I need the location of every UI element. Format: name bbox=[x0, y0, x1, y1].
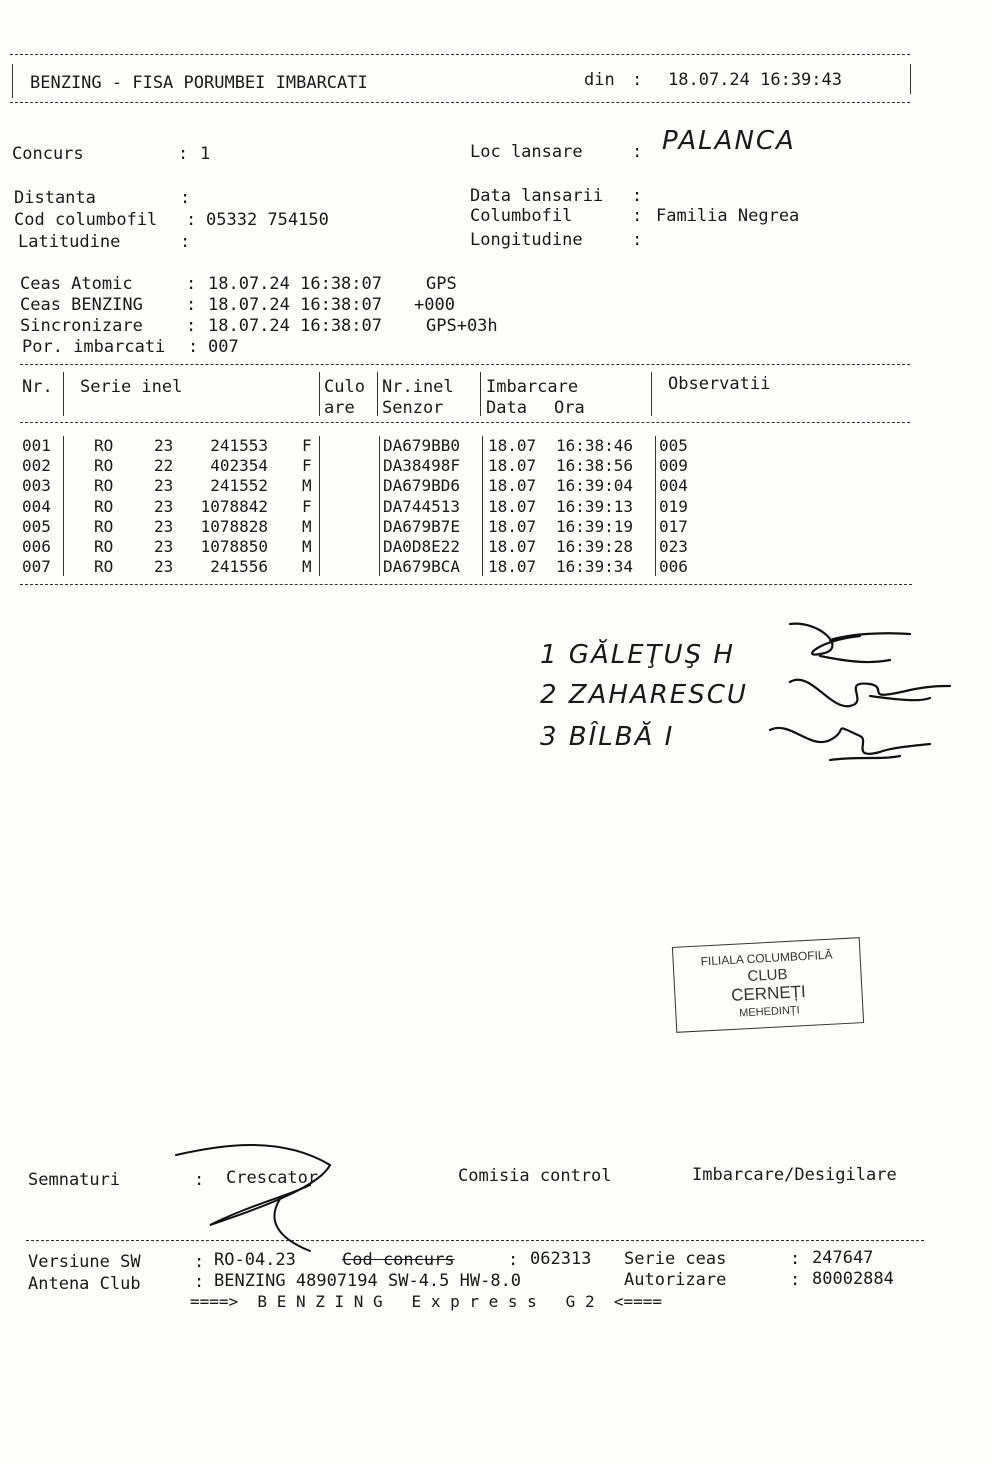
ceas-atomic-value: 18.07.24 16:38:07 bbox=[208, 274, 382, 294]
sincronizare-extra: GPS+03h bbox=[426, 316, 498, 336]
cod-columbofil-colon: : bbox=[186, 210, 197, 230]
cod-columbofil-value: 05332 754150 bbox=[206, 210, 329, 230]
row-year: 22 bbox=[154, 456, 174, 476]
table-row bbox=[0, 537, 992, 557]
din-value: 18.07.24 16:39:43 bbox=[668, 70, 842, 90]
row-date: 18.07 bbox=[488, 476, 537, 496]
row-nr: 003 bbox=[22, 476, 51, 496]
club-stamp bbox=[672, 937, 864, 1033]
row-date: 18.07 bbox=[488, 496, 537, 516]
versiune-sw-label: Versiune SW bbox=[28, 1252, 141, 1272]
latitudine-colon: : bbox=[180, 232, 191, 252]
row-obs: 023 bbox=[659, 537, 688, 556]
row-country: RO bbox=[94, 476, 114, 496]
handwritten-note-1: 1 GĂLEŢUŞ H bbox=[540, 640, 735, 670]
antena-club-value: BENZING 48907194 SW-4.5 HW-8.0 bbox=[214, 1271, 522, 1291]
por-imbarcati-value: 007 bbox=[208, 337, 239, 357]
data-lansarii-label: Data lansarii bbox=[470, 186, 604, 206]
row-nr: 002 bbox=[22, 456, 51, 476]
latitudine-label: Latitudine bbox=[18, 232, 121, 252]
header-right-border bbox=[910, 64, 911, 94]
row-time: 16:38:46 bbox=[556, 436, 634, 455]
autorizare-label: Autorizare bbox=[624, 1270, 727, 1290]
col-divider bbox=[377, 372, 378, 416]
row-ring: 1078842 bbox=[200, 496, 268, 516]
row-nr: 005 bbox=[22, 516, 51, 536]
stamp-line-4: MEHEDINȚI bbox=[738, 1004, 800, 1020]
row-sex: F bbox=[302, 456, 312, 476]
cod-concurs-value: 062313 bbox=[530, 1249, 592, 1269]
col-header-culoare-2: are bbox=[324, 398, 355, 418]
semnaturi-colon: : bbox=[194, 1170, 205, 1190]
benzing-express-banner: ====> B E N Z I N G E x p r e s s G 2 <==== bbox=[190, 1292, 663, 1311]
row-sensor: DA0D8E22 bbox=[383, 537, 461, 556]
handwritten-note-3: 3 BÎLBĂ I bbox=[540, 722, 675, 752]
row-sensor: DA679BB0 bbox=[383, 436, 461, 455]
cod-concurs-colon: : bbox=[508, 1250, 519, 1270]
col-divider bbox=[63, 372, 64, 416]
stamp-line-2: CLUB bbox=[747, 965, 788, 986]
longitudine-colon: : bbox=[632, 230, 643, 250]
table-bottom-rule bbox=[20, 584, 912, 585]
crescator-signature bbox=[170, 1135, 340, 1255]
ceas-benzing-value: 18.07.24 16:38:07 bbox=[208, 295, 382, 315]
row-country: RO bbox=[94, 516, 114, 536]
row-year: 23 bbox=[154, 436, 174, 455]
col-header-nrinel-1: Nr.inel bbox=[382, 377, 454, 397]
row-sex: M bbox=[302, 476, 312, 496]
ceas-atomic-colon: : bbox=[186, 274, 197, 294]
row-country: RO bbox=[94, 496, 114, 516]
row-time: 16:38:56 bbox=[556, 456, 634, 476]
row-ring: 241556 bbox=[210, 557, 268, 577]
col-divider bbox=[651, 372, 652, 416]
autorizare-colon: : bbox=[790, 1270, 801, 1290]
sincronizare-label: Sincronizare bbox=[20, 316, 143, 336]
autorizare-value: 80002884 bbox=[812, 1269, 894, 1289]
row-obs: 005 bbox=[659, 436, 688, 455]
table-row bbox=[0, 497, 992, 517]
col-header-data: Data bbox=[486, 398, 527, 418]
columbofil-label: Columbofil bbox=[470, 206, 573, 226]
sincronizare-colon: : bbox=[186, 316, 197, 336]
row-date: 18.07 bbox=[488, 516, 537, 536]
serie-ceas-colon: : bbox=[790, 1249, 801, 1269]
versiune-sw-value: RO-04.23 bbox=[214, 1250, 296, 1270]
imbarcare-desigilare-label: Imbarcare/Desigilare bbox=[692, 1165, 897, 1185]
row-time: 16:39:04 bbox=[556, 476, 634, 496]
row-ring: 402354 bbox=[210, 456, 268, 476]
row-ring: 1078850 bbox=[200, 537, 268, 556]
ceas-benzing-extra: +000 bbox=[414, 295, 455, 315]
row-sex: M bbox=[302, 516, 312, 536]
table-row bbox=[0, 557, 992, 577]
signature-3 bbox=[770, 728, 930, 760]
footer-top-rule bbox=[26, 1240, 924, 1241]
col-divider bbox=[319, 372, 320, 416]
row-country: RO bbox=[94, 456, 114, 476]
concurs-colon: : bbox=[178, 144, 189, 164]
row-year: 23 bbox=[154, 537, 174, 556]
col-header-serie: Serie inel bbox=[80, 377, 183, 397]
row-sex: F bbox=[302, 496, 312, 516]
document-title: BENZING - FISA PORUMBEI IMBARCATI bbox=[30, 73, 368, 93]
row-nr: 007 bbox=[22, 557, 51, 577]
handwritten-signatures bbox=[760, 610, 970, 780]
row-date: 18.07 bbox=[488, 537, 537, 556]
row-nr: 004 bbox=[22, 496, 51, 516]
table-row bbox=[0, 476, 992, 496]
header-bottom-rule bbox=[10, 102, 910, 103]
stamp-line-1: FILIALA COLUMBOFILĂ bbox=[700, 947, 833, 969]
row-obs: 004 bbox=[659, 476, 688, 496]
row-year: 23 bbox=[154, 557, 174, 577]
ceas-benzing-label: Ceas BENZING bbox=[20, 295, 143, 315]
col-header-nr: Nr. bbox=[22, 377, 53, 397]
sincronizare-value: 18.07.24 16:38:07 bbox=[208, 316, 382, 336]
columbofil-colon: : bbox=[632, 206, 643, 226]
row-nr: 006 bbox=[22, 537, 51, 556]
semnaturi-label: Semnaturi bbox=[28, 1170, 121, 1190]
row-date: 18.07 bbox=[488, 436, 537, 455]
row-country: RO bbox=[94, 436, 114, 455]
row-date: 18.07 bbox=[488, 557, 537, 577]
handwritten-note-2: 2 ZAHARESCU bbox=[540, 680, 748, 710]
data-lansarii-colon: : bbox=[632, 186, 643, 206]
por-imbarcati-label: Por. imbarcati bbox=[22, 337, 166, 357]
antena-club-colon: : bbox=[194, 1272, 205, 1292]
distanta-colon: : bbox=[180, 188, 191, 208]
row-year: 23 bbox=[154, 496, 174, 516]
loc-lansare-handwritten: PALANCA bbox=[662, 126, 796, 156]
concurs-label: Concurs bbox=[12, 144, 84, 164]
row-nr: 001 bbox=[22, 436, 51, 455]
stamp-line-3: CERNEȚI bbox=[730, 982, 807, 1005]
ceas-atomic-label: Ceas Atomic bbox=[20, 274, 133, 294]
comisia-control-label: Comisia control bbox=[458, 1166, 612, 1186]
row-country: RO bbox=[94, 557, 114, 577]
col-header-culoare-1: Culo bbox=[324, 377, 365, 397]
cod-concurs-label: Cod concurs bbox=[342, 1250, 455, 1270]
row-time: 16:39:34 bbox=[556, 557, 634, 577]
row-sensor: DA38498F bbox=[383, 456, 461, 476]
header-left-border bbox=[12, 64, 13, 98]
signature-2 bbox=[790, 680, 950, 707]
din-colon: : bbox=[632, 70, 643, 90]
row-sensor: DA679BD6 bbox=[383, 476, 461, 496]
row-ring: 241553 bbox=[210, 436, 268, 455]
antena-club-label: Antena Club bbox=[28, 1274, 141, 1294]
row-year: 23 bbox=[154, 476, 174, 496]
columbofil-value: Familia Negrea bbox=[656, 206, 800, 226]
serie-ceas-value: 247647 bbox=[812, 1248, 874, 1268]
por-imbarcati-colon: : bbox=[188, 337, 199, 357]
col-header-observatii: Observatii bbox=[668, 374, 771, 394]
col-divider bbox=[480, 372, 481, 416]
row-time: 16:39:28 bbox=[556, 537, 634, 556]
col-header-nrinel-2: Senzor bbox=[382, 398, 444, 418]
row-sensor: DA679BCA bbox=[383, 557, 461, 577]
table-header-rule bbox=[20, 422, 910, 423]
header-top-rule bbox=[10, 54, 910, 55]
row-sex: M bbox=[302, 557, 312, 577]
table-row bbox=[0, 436, 992, 456]
cod-columbofil-label: Cod columbofil bbox=[14, 210, 158, 230]
concurs-value: 1 bbox=[200, 144, 211, 164]
ceas-benzing-colon: : bbox=[186, 295, 197, 315]
row-time: 16:39:19 bbox=[556, 516, 634, 536]
row-country: RO bbox=[94, 537, 114, 556]
versiune-sw-colon: : bbox=[194, 1252, 205, 1272]
loc-lansare-colon: : bbox=[632, 142, 643, 162]
row-sex: F bbox=[302, 436, 312, 455]
row-sensor: DA679B7E bbox=[383, 516, 461, 536]
crescator-label: Crescator bbox=[226, 1168, 319, 1188]
distanta-label: Distanta bbox=[14, 188, 96, 208]
row-sensor: DA744513 bbox=[383, 496, 461, 516]
row-date: 18.07 bbox=[488, 456, 537, 476]
col-header-ora: Ora bbox=[554, 398, 585, 418]
row-obs: 009 bbox=[659, 456, 688, 476]
crescator-signature-stroke bbox=[176, 1145, 330, 1251]
col-header-imbarcare: Imbarcare bbox=[486, 377, 579, 397]
longitudine-label: Longitudine bbox=[470, 230, 583, 250]
row-sex: M bbox=[302, 537, 312, 556]
row-ring: 1078828 bbox=[200, 516, 268, 536]
row-ring: 241552 bbox=[210, 476, 268, 496]
signature-1 bbox=[790, 624, 910, 662]
table-row bbox=[0, 517, 992, 537]
loc-lansare-label: Loc lansare bbox=[470, 142, 583, 162]
row-time: 16:39:13 bbox=[556, 496, 634, 516]
ceas-atomic-extra: GPS bbox=[426, 274, 457, 294]
row-obs: 017 bbox=[659, 516, 688, 536]
row-year: 23 bbox=[154, 516, 174, 536]
table-top-rule bbox=[20, 364, 910, 365]
table-row bbox=[0, 456, 992, 476]
din-label: din bbox=[584, 70, 615, 90]
row-obs: 019 bbox=[659, 496, 688, 516]
row-obs: 006 bbox=[659, 557, 688, 577]
serie-ceas-label: Serie ceas bbox=[624, 1249, 727, 1269]
